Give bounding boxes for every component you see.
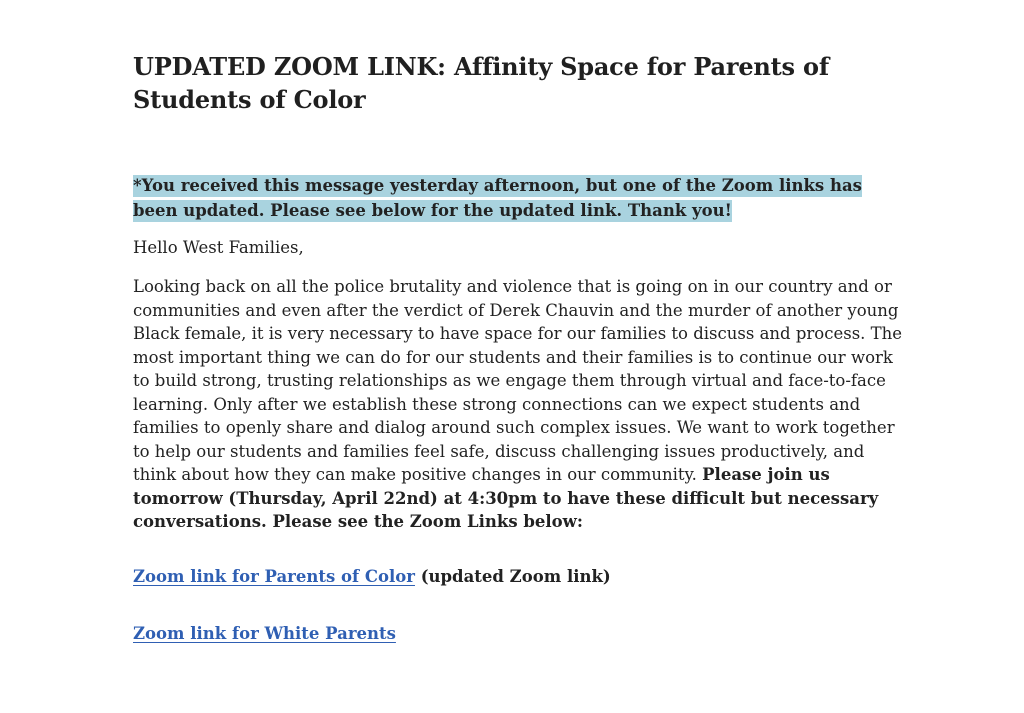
zoom-link-white-parents[interactable]: Zoom link for White Parents xyxy=(133,623,396,643)
zoom-link-row-white-parents xyxy=(133,622,903,646)
document-page xyxy=(133,50,903,646)
body-text-bold: Please join us tomorrow (Thursday, April 22nd) at 4:30pm to have these difficult but necessary conversations. Please see the Zoom Links below: xyxy=(133,465,879,531)
update-notice xyxy=(133,173,903,223)
zoom-link-row-parents-of-color xyxy=(133,565,903,589)
zoom-link-parents-of-color[interactable]: Zoom link for Parents of Color xyxy=(133,566,415,586)
body-text-regular: Looking back on all the police brutality and violence that is going on in our country and or communities and even after the verdict of Derek Chauvin and the murder of another young Black female, it is very necessary to have space for our families to discuss and process. The most important thing we can do for our students and their families is to continue our work to build strong, trusting relationships as we engage them through virtual and face-to-face learning. Only after we establish these strong connections can we expect students and families to openly share and dialog around such complex issues. We want to work together to help our students and families feel safe, discuss challenging issues productively, and think about how they can make positive changes in our community. xyxy=(133,277,903,484)
body-paragraph xyxy=(133,275,903,534)
document-title: UPDATED ZOOM LINK: Affinity Space for Parents of Students of Color xyxy=(133,52,829,114)
zoom-link-note: (updated Zoom link) xyxy=(414,566,611,586)
update-notice-highlight: *You received this message yesterday afternoon, but one of the Zoom links has been updated. Please see below for the updated link. Thank you! xyxy=(133,176,862,220)
greeting: Hello West Families, xyxy=(133,238,304,257)
